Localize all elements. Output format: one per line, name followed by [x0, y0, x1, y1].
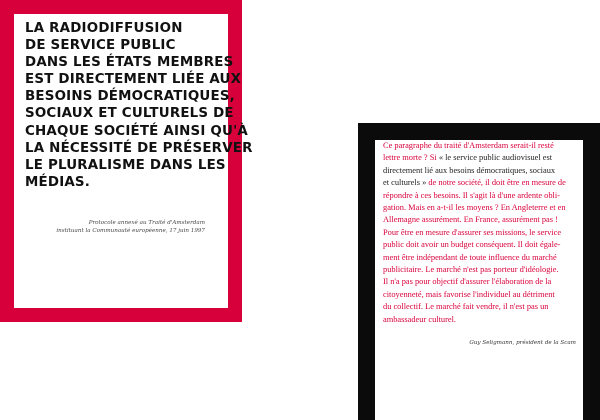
body-line: Il n'a pas pour objectif d'assurer l'élaboration de la [383, 277, 552, 287]
body-text-segment: de notre société, il doit être en mesure de [426, 178, 566, 188]
source-caption [40, 219, 205, 235]
body-line: répondre à ces besoins. Il s'agit là d'une ardente obli- [383, 190, 560, 200]
headline-line: LA NÉCESSITÉ DE PRÉSERVER [25, 140, 253, 156]
headline-line: DANS LES ÉTATS MEMBRES [25, 55, 234, 71]
body-line: citoyenneté, mais favorise l'individuel au détriment [383, 289, 555, 299]
body-line: public doit avoir un budget conséquent. Il doit égale- [383, 240, 561, 250]
body-line: gation. Mais en a-t-il les moyens ? En Angleterre et en [383, 203, 566, 213]
treaty-quote-line: directement lié aux besoins démocratiques, sociaux [383, 165, 556, 175]
headline-line: LE PLURALISME DANS LES [25, 157, 226, 173]
treaty-quote-segment: et culturels » [383, 178, 427, 188]
body-paragraph [383, 140, 579, 326]
headline-line: CHAQUE SOCIÉTÉ AINSI QU'À [25, 123, 248, 139]
body-line: du collectif. Le marché fait vendre, il n'est pas un [383, 302, 549, 312]
body-line: publicitaire. Le marché n'est pas porteur d'idéologie. [383, 265, 559, 275]
treaty-quote-segment: « le service public audiovisuel est [438, 153, 553, 163]
headline-line: LA RADIODIFFUSION [25, 21, 183, 36]
caption-line: Protocole annexé au Traité d'Amsterdam [88, 220, 205, 226]
headline-line: BESOINS DÉMOCRATIQUES, [25, 89, 235, 105]
body-text-segment: lettre morte ? Si [383, 153, 439, 163]
headline-line: EST DIRECTEMENT LIÉE AUX [25, 72, 242, 88]
body-line-mixed [383, 177, 579, 189]
body-line-mixed [383, 152, 579, 164]
headline-line: MÉDIAS. [25, 174, 91, 190]
body-line: ment être indépendant de toute influence du marché [383, 252, 557, 262]
body-line: ambassadeur culturel. [383, 314, 457, 324]
headline-line: SOCIAUX ET CULTURELS DE [25, 106, 234, 122]
headline-line: DE SERVICE PUBLIC [25, 38, 176, 54]
body-line: Ce paragraphe du traité d'Amsterdam serait-il resté [383, 141, 554, 150]
caption-line: instituant la Communauté européenne, 17 juin 1997 [56, 228, 205, 234]
body-line: Allemagne assurément. En France, assurément pas ! [383, 215, 558, 225]
poster-headline [25, 20, 253, 191]
author-signature: Guy Seligmann, président de la Scam [469, 340, 576, 346]
body-line: Pour être en mesure d'assurer ses missions, le service [383, 227, 562, 237]
